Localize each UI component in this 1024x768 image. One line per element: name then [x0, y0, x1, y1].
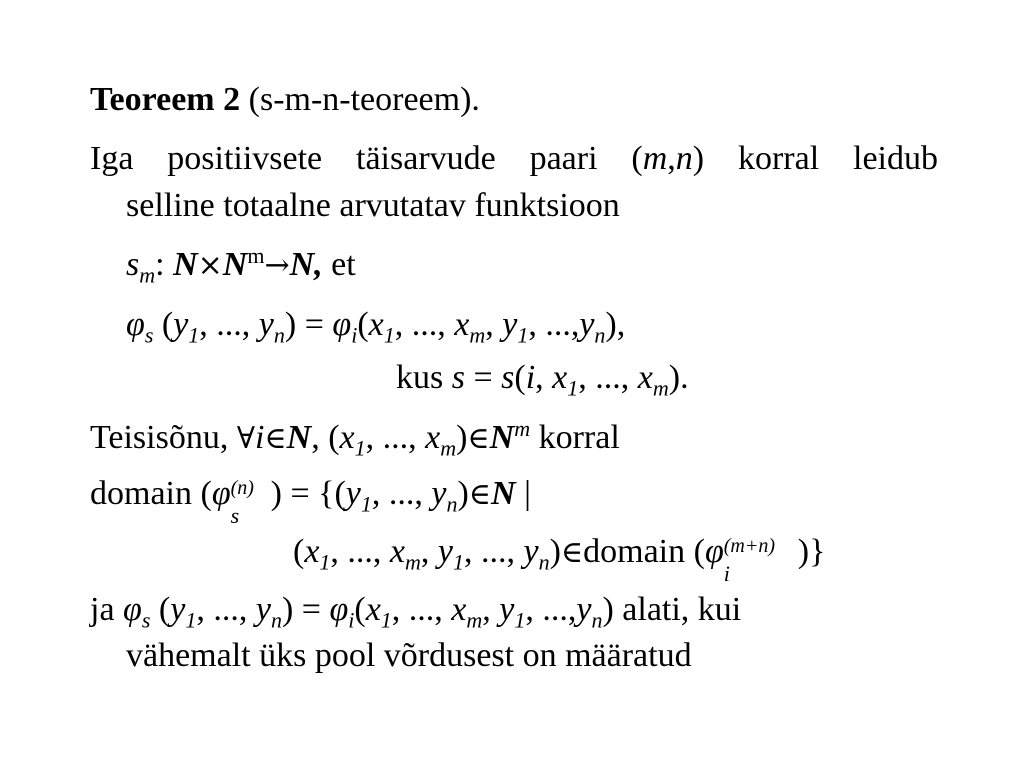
otherwise-dots: , ...,	[365, 419, 426, 456]
domain-close: )	[457, 475, 469, 512]
eq-equals: ) =	[284, 306, 333, 343]
dc-sub-i: i	[723, 561, 730, 586]
ja-eq: ) =	[281, 591, 330, 628]
ja-comma: ,	[482, 591, 500, 628]
ja-sub-1a: 1	[185, 607, 197, 633]
domain-yn: y	[431, 475, 447, 512]
eq-dots-3: , ...,	[528, 306, 580, 343]
sig-N1: N	[173, 246, 198, 283]
var-m: m	[642, 140, 668, 177]
element-of-symbol-2: ∈	[467, 421, 490, 456]
dc-sub-n: n	[538, 549, 550, 575]
otherwise-sup-m: m	[514, 415, 531, 441]
dc-x1: x	[304, 533, 320, 570]
dc-sub-1a: 1	[319, 549, 331, 575]
otherwise-word: Teisisõnu,	[90, 419, 237, 456]
element-of-symbol: ∈	[264, 421, 287, 456]
eq-dots-1: , ...,	[199, 306, 259, 343]
otherwise-sep: , (	[311, 419, 340, 456]
dc-xm: x	[389, 533, 406, 570]
dc-sub-1b: 1	[453, 549, 464, 575]
statement-text-3: selline totaalne arvutatav funktsioon	[126, 187, 620, 224]
dc-close: )	[549, 533, 561, 570]
ja-sub-1c: 1	[514, 607, 526, 633]
dc-end: )}	[797, 533, 826, 570]
otherwise-korral: korral	[530, 419, 620, 456]
otherwise-xm: x	[425, 419, 441, 456]
domain-y1: y	[345, 475, 361, 512]
eq-open-1: (	[161, 306, 174, 343]
eq-sub-n2: n	[594, 322, 606, 348]
theorem-label: Teoreem 2	[90, 81, 241, 118]
domain-sub-1: 1	[360, 491, 372, 517]
ja-sub-n1: n	[270, 607, 282, 633]
element-of-symbol-4: ∈	[560, 535, 584, 570]
eq-tail: ),	[605, 306, 626, 343]
ja-phi-2: φ	[329, 591, 349, 628]
domain-word: domain (	[90, 475, 212, 512]
dc-dots-2: , ...,	[464, 533, 524, 570]
ja-y1: y	[170, 591, 186, 628]
eq-sub-m: m	[469, 322, 486, 348]
eq-sub-i: i	[351, 322, 358, 348]
ja-word: ja	[90, 591, 124, 628]
dc-scripts	[723, 532, 798, 586]
otherwise-x1: x	[339, 419, 355, 456]
otherwise-N1: N	[286, 419, 312, 456]
ja-dots-3: , ...,	[525, 591, 577, 628]
otherwise-close: )	[456, 419, 468, 456]
domain-sub-s: s	[230, 503, 240, 528]
otherwise-sub-m: m	[440, 435, 457, 461]
otherwise-line	[90, 415, 620, 461]
dc-open: (	[293, 533, 305, 570]
dc-phi: φ	[704, 533, 724, 570]
eq-comma: ,	[485, 306, 503, 343]
domain-sub-n: n	[446, 491, 458, 517]
ja-open: (	[150, 591, 171, 628]
domain-N: N	[491, 475, 516, 512]
statement-text-2: ) korral leidub	[692, 140, 938, 177]
eq-yn: y	[258, 306, 274, 343]
ja-line	[90, 590, 742, 633]
element-of-symbol-3: ∈	[468, 477, 491, 512]
sig-colon: :	[155, 246, 165, 283]
where-dots: , ...,	[578, 359, 638, 396]
ja-y1b: y	[499, 591, 515, 628]
otherwise-i: i	[254, 419, 265, 456]
eq-y1: y	[173, 306, 189, 343]
ja-tail: ) alati, kui	[602, 591, 742, 628]
eq-y1b: y	[502, 306, 518, 343]
sig-sup-m: m	[247, 242, 265, 268]
dc-sub-m: m	[405, 549, 421, 575]
domain-sup-n: (n)	[230, 477, 254, 499]
where-i: i	[525, 359, 536, 396]
where-comma: ,	[535, 359, 553, 396]
statement-text-1: Iga positiivsete täisarvude paari (	[90, 140, 643, 177]
where-x1: x	[552, 359, 568, 396]
where-kus: kus	[396, 359, 452, 396]
domain-bar: |	[515, 475, 531, 512]
otherwise-N2: N	[489, 419, 515, 456]
sig-N2: N	[222, 246, 248, 283]
eq-sub-s: s	[144, 322, 154, 348]
ja-dots-1: , ...,	[196, 591, 256, 628]
eq-sub-1a: 1	[188, 322, 200, 348]
where-sub-1: 1	[567, 375, 579, 401]
otherwise-sub-1: 1	[354, 435, 366, 461]
ja-sub-1b: 1	[380, 607, 392, 633]
statement-line-1	[90, 139, 938, 179]
ja-sub-m: m	[466, 607, 483, 633]
where-s2: s	[501, 359, 515, 396]
statement-line-2	[126, 186, 620, 226]
ja-sub-s: s	[141, 607, 151, 633]
arrow-symbol: →	[264, 248, 290, 283]
ja-line-2	[126, 636, 692, 676]
signature-line	[126, 242, 356, 288]
theorem-subtitle: (s-m-n-teoreem).	[248, 81, 480, 118]
where-open: (	[514, 359, 526, 396]
domain-dots: , ...,	[371, 475, 432, 512]
eq-xm: x	[454, 306, 470, 343]
eq-sub-1b: 1	[383, 322, 395, 348]
phi-symbol: φ	[126, 306, 145, 343]
where-line	[396, 358, 689, 401]
sig-s: s	[126, 246, 140, 283]
domain-cont-line	[293, 532, 826, 586]
where-s: s	[451, 359, 465, 396]
ja-text-2: vähemalt üks pool võrdusest on määratud	[126, 637, 692, 674]
ja-x1: x	[365, 591, 381, 628]
dc-y1: y	[437, 533, 453, 570]
dc-sup-mn: (m+n)	[723, 535, 776, 557]
eq-open-2: (	[357, 306, 369, 343]
eq-sub-1c: 1	[517, 322, 529, 348]
dc-dots-1: , ...,	[330, 533, 390, 570]
ja-sub-i: i	[348, 607, 355, 633]
domain-scripts	[230, 474, 271, 528]
phi-symbol-2: φ	[332, 306, 352, 343]
statement-comma: ,	[667, 140, 676, 177]
times-symbol: ×	[197, 248, 223, 283]
ja-phi: φ	[123, 591, 142, 628]
dc-yn: y	[523, 533, 539, 570]
theorem-heading	[90, 80, 480, 120]
eq-sub-n1: n	[273, 322, 285, 348]
dc-domain-word: domain (	[583, 533, 705, 570]
eq-x1: x	[368, 306, 384, 343]
equation-line	[126, 305, 626, 348]
dc-comma: ,	[420, 533, 438, 570]
sig-N3: N,	[289, 246, 323, 283]
eq-dots-2: , ...,	[394, 306, 455, 343]
ja-open-2: (	[354, 591, 366, 628]
forall-symbol: ∀	[236, 421, 255, 456]
domain-line	[90, 474, 531, 528]
sig-et: et	[331, 246, 356, 283]
where-eq: =	[464, 359, 502, 396]
sig-sub-m: m	[139, 262, 156, 288]
where-xm: x	[637, 359, 653, 396]
where-close: ).	[668, 359, 689, 396]
ja-yn: y	[255, 591, 271, 628]
eq-ynb: y	[579, 306, 595, 343]
ja-ynb: y	[576, 591, 592, 628]
ja-dots-2: , ...,	[391, 591, 452, 628]
ja-xm: x	[451, 591, 467, 628]
ja-sub-n2: n	[591, 607, 603, 633]
domain-phi: φ	[211, 475, 231, 512]
var-n: n	[675, 140, 693, 177]
where-sub-m: m	[652, 375, 669, 401]
domain-eq: ) = {(	[270, 475, 346, 512]
